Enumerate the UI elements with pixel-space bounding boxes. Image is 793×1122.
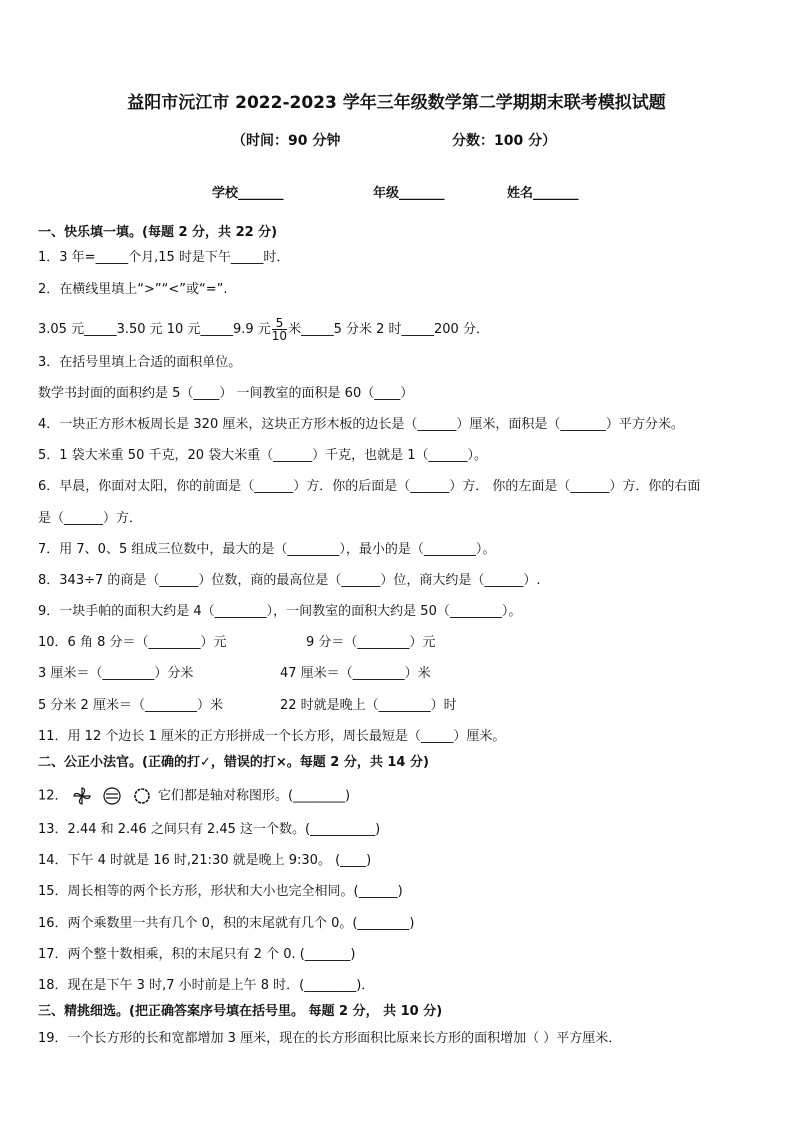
- fraction: [272, 317, 287, 342]
- question-12-text: 它们都是轴对称图形。(________): [157, 788, 351, 804]
- question-2: 2．在横线里填上“>”“<”或“=”.: [38, 282, 228, 297]
- question-6-line-2: 是（______）方．: [38, 511, 143, 526]
- question-2-part-b: 米_____5 分米 2 时_____200 分．: [288, 322, 489, 337]
- name-field: 姓名_______: [507, 186, 579, 201]
- question-13: 13．2.44 和 2.46 之间只有 2.45 这一个数。(__________): [38, 822, 381, 837]
- flower-icon: [132, 786, 152, 806]
- question-14: 14．下午 4 时就是 16 时,21:30 就是晚上 9:30。 (____): [38, 853, 372, 868]
- question-2-items: [38, 317, 489, 342]
- exam-title: 益阳市沅江市 2022-2023 学年三年级数学第二学期期末联考模拟试题: [127, 93, 666, 113]
- question-10-row-3a: 5 分米 2 厘米＝（________）米: [38, 698, 223, 713]
- fraction-numerator: 5: [272, 317, 287, 330]
- question-16: 16．两个乘数里一共有几个 0，积的末尾就有几个 0。(________): [38, 916, 415, 931]
- question-17: 17．两个整十数相乘，积的末尾只有 2 个 0. (_______): [38, 947, 356, 962]
- question-18: 18．现在是下午 3 时,7 小时前是上午 8 时．(________)．: [38, 978, 375, 993]
- question-10-row-2b: 47 厘米＝（________）米: [280, 666, 431, 681]
- question-12: [38, 786, 350, 806]
- school-field: 学校_______: [212, 186, 284, 201]
- question-10-row-1b: 9 分＝（________）元: [306, 635, 436, 650]
- question-9: 9．一块手帕的面积大约是 4（________），一间教室的面积大约是 50（________）。: [38, 604, 522, 619]
- symmetry-figures: [72, 786, 158, 806]
- question-10-row-2a: 3 厘米＝（________）分米: [38, 666, 194, 681]
- section-3-heading: 三、精挑细选。(把正确答案序号填在括号里。 每题 2 分， 共 10 分): [38, 1004, 443, 1019]
- fraction-denominator: 10: [271, 329, 288, 343]
- exam-score: 分数：100 分）: [452, 133, 557, 149]
- question-2-part-a: 3.05 元_____3.50 元 10 元_____9.9 元: [38, 322, 271, 337]
- exam-time: （时间：90 分钟: [232, 133, 341, 149]
- pinwheel-icon: [72, 786, 92, 806]
- question-3-items: 数学书封面的面积约是 5（____） 一间教室的面积是 60（____）: [38, 386, 414, 401]
- grade-field: 年级_______: [373, 186, 445, 201]
- question-11: 11．用 12 个边长 1 厘米的正方形拼成一个长方形，周长最短是（_____）厘米。: [38, 729, 506, 744]
- question-7: 7．用 7、0、5 组成三位数中，最大的是（________），最小的是（________）。: [38, 542, 496, 557]
- section-1-heading: 一、快乐填一填。(每题 2 分，共 22 分): [38, 225, 278, 240]
- question-5: 5．1 袋大米重 50 千克，20 袋大米重（______）千克，也就是 1（______）。: [38, 448, 488, 463]
- question-6-line-1: 6．早晨，你面对太阳，你的前面是（______）方．你的后面是（______）方． 你的左面是（______）方．你的右面: [38, 479, 701, 494]
- circle-lines-icon: [102, 786, 122, 806]
- question-3: 3．在括号里填上合适的面积单位。: [38, 355, 242, 370]
- question-1: 1．3 年=_____个月,15 时是下午_____时．: [38, 250, 290, 265]
- question-10-row-3b: 22 时就是晚上（________）时: [280, 698, 457, 713]
- question-8: 8．343÷7 的商是（______）位数，商的最高位是（______）位，商大约是（______）.: [38, 573, 541, 588]
- section-2-heading: 二、公正小法官。(正确的打✓，错误的打×。每题 2 分，共 14 分): [38, 755, 429, 770]
- question-12-number: 12．: [38, 788, 68, 804]
- question-15: 15．周长相等的两个长方形，形状和大小也完全相同。(______): [38, 884, 403, 899]
- question-19: 19．一个长方形的长和宽都增加 3 厘米，现在的长方形面积比原来长方形的面积增加（ ）平方厘米．: [38, 1031, 622, 1046]
- question-4: 4．一块正方形木板周长是 320 厘米，这块正方形木板的边长是（______）厘米，面积是（_______）平方分米。: [38, 417, 684, 432]
- question-10-row-1a: 10．6 角 8 分＝（________）元: [38, 635, 227, 650]
